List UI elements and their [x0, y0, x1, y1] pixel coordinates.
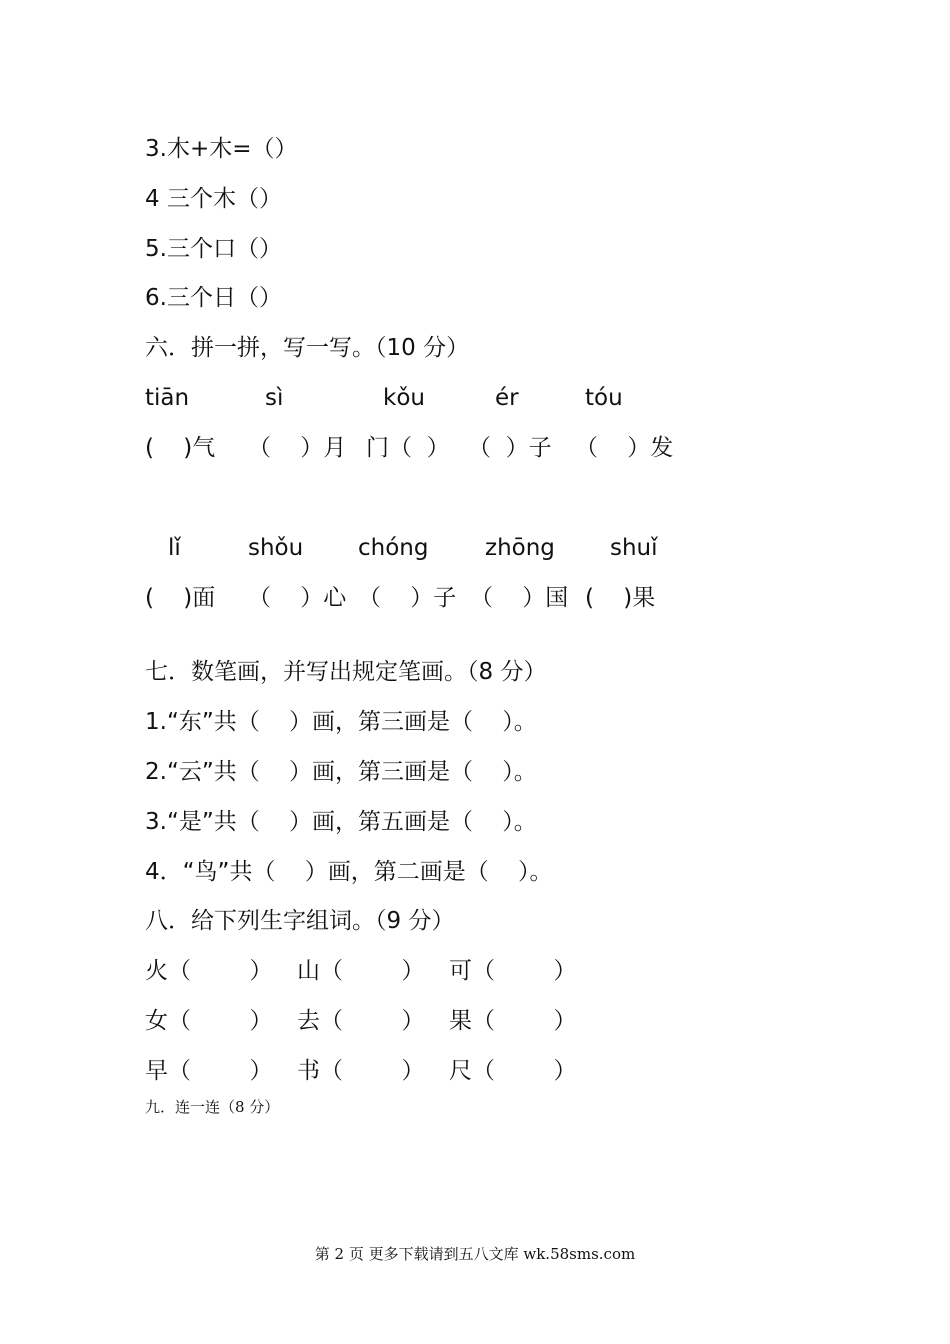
blank-xin: （ ）心	[248, 585, 347, 611]
word-guo: 果（ ）	[449, 1008, 577, 1034]
word-shan: 山（ ）	[297, 958, 425, 984]
section5-item-3: 3.木+木=（）	[145, 136, 298, 162]
section7-item-4: 4．“鸟”共（ ）画，第二画是（ ）。	[145, 859, 553, 885]
word-shu: 书（ ）	[297, 1058, 425, 1084]
blank-zi-2: （ ）子	[358, 585, 457, 611]
page-footer: 第 2 页 更多下载请到五八文库 wk.58sms.com	[314, 1245, 636, 1263]
section7-heading: 七．数笔画，并写出规定笔画。（8 分）	[145, 659, 547, 685]
section5-item-4: 4 三个木（）	[145, 186, 282, 212]
pinyin-tian: tiān	[145, 385, 190, 411]
word-ke: 可（ ）	[449, 958, 577, 984]
word-zao: 早（ ）	[145, 1058, 273, 1084]
blank-men: 门（ ）	[366, 435, 450, 461]
blank-qi: ( )气	[145, 435, 216, 461]
section5-item-6: 6.三个日（）	[145, 285, 282, 311]
section9-heading: 九．连一连（8 分）	[145, 1098, 280, 1116]
blank-guo-fruit: ( )果	[585, 585, 656, 611]
pinyin-shou: shǒu	[248, 535, 304, 561]
blank-yue: （ ）月	[248, 435, 347, 461]
section7-item-2: 2.“云”共（ ）画，第三画是（ ）。	[145, 759, 537, 785]
word-qu: 去（ ）	[297, 1008, 425, 1034]
section6-heading: 六．拼一拼，写一写。（10 分）	[145, 335, 470, 361]
section7-item-1: 1.“东”共（ ）画，第三画是（ ）。	[145, 709, 537, 735]
pinyin-tou: tóu	[585, 385, 623, 411]
blank-guo: （ ）国	[470, 585, 569, 611]
blank-fa: （ ）发	[575, 435, 674, 461]
section5-item-5: 5.三个口（）	[145, 236, 282, 262]
pinyin-si: sì	[265, 385, 284, 411]
blank-zi: （ ）子	[468, 435, 552, 461]
pinyin-zhong: zhōng	[485, 535, 555, 561]
section8-heading: 八．给下列生字组词。（9 分）	[145, 908, 455, 934]
pinyin-chong: chóng	[358, 535, 429, 561]
word-huo: 火（ ）	[145, 958, 273, 984]
blank-mian: ( )面	[145, 585, 216, 611]
word-nv: 女（ ）	[145, 1008, 273, 1034]
pinyin-kou: kǒu	[383, 385, 425, 411]
pinyin-li: lǐ	[168, 535, 181, 561]
section7-item-3: 3.“是”共（ ）画，第五画是（ ）。	[145, 809, 537, 835]
pinyin-er: ér	[495, 385, 519, 411]
word-chi: 尺（ ）	[449, 1058, 577, 1084]
pinyin-shui: shuǐ	[610, 535, 658, 561]
